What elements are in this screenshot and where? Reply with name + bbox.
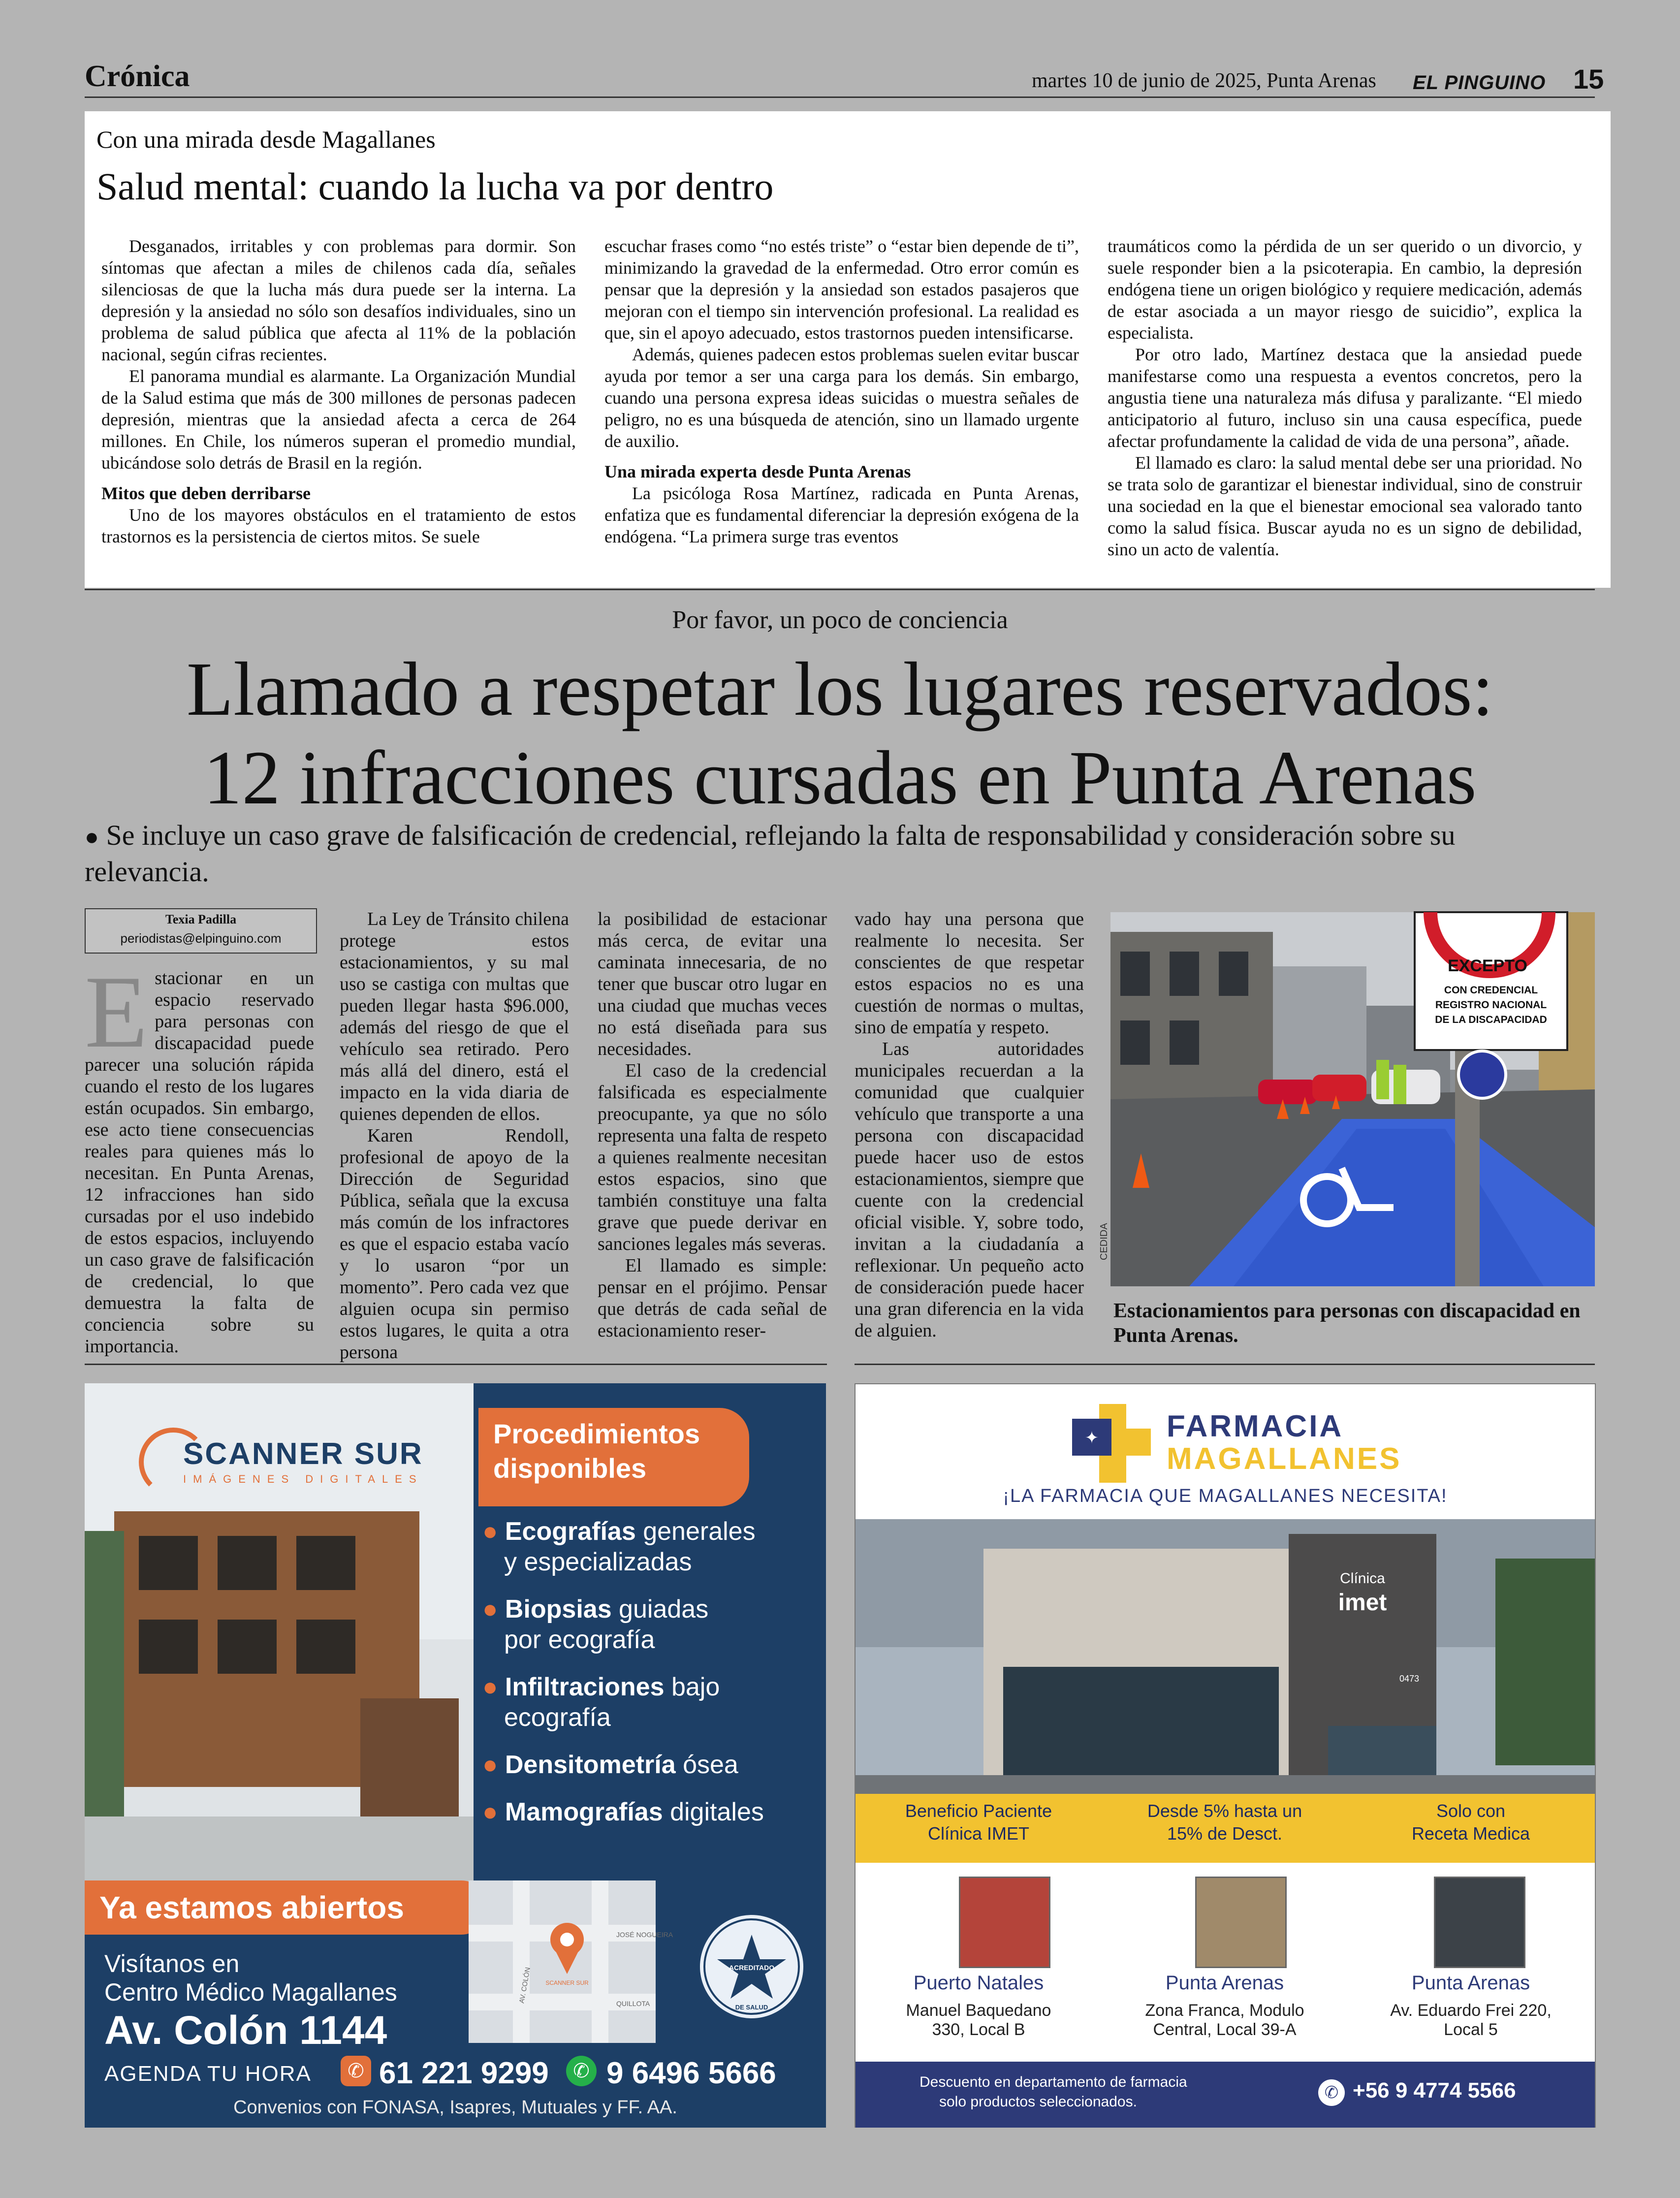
- mental-column-3: [1108, 235, 1582, 560]
- paragraph: Uno de los mayores obstáculos en el tratamiento de estos trastornos es la persistencia de ciertos mitos. Se suele: [101, 505, 576, 546]
- article-column-4: [855, 908, 1084, 1341]
- clinic-building-photo: [856, 1519, 1595, 1824]
- benefit-line: Solo con: [1436, 1801, 1506, 1821]
- paragraph: stacionar en un espacio reservado para personas con discapacidad puede parecer una solución rápida cuando el resto de los lugares están ocupados. Sin embargo, ese acto tiene consecuencias reales para quienes más lo necesitan. En Punta Arenas, 12 infracciones han sido cursadas por el uso indebido de estos espacios, incluyendo un caso grave de falsificación de credencial, lo que demuestra la falta de conciencia sobre su importancia.: [85, 968, 314, 1357]
- section-title: Crónica: [85, 60, 190, 93]
- summary-text: Se incluye un caso grave de falsificación de credencial, reflejando la falta de responsabilidad y consideración sobre su relevancia.: [85, 819, 1456, 888]
- article-column-2: [340, 908, 569, 1363]
- farmacia-logo-icon: [1072, 1404, 1151, 1483]
- phone-number[interactable]: 61 221 9299: [379, 2056, 549, 2090]
- header-rule: [85, 96, 1595, 98]
- footer-line: solo productos seleccionados.: [939, 2094, 1137, 2110]
- byline: [85, 908, 317, 954]
- paragraph: Desganados, irritables y con problemas para dormir. Son síntomas que afectan a miles de chilenos cada día, señales silenciosas de que la lucha más dura puede ser la interna. La depresión y la ansiedad no sólo son desafíos individuales, sino un problema de salud pública que afecta al 11% de la población nacional, según cifras recientes.: [101, 236, 576, 364]
- farmacia-tagline: ¡LA FARMACIA QUE MAGALLANES NECESITA!: [1003, 1486, 1448, 1506]
- ads-rule: [85, 1364, 827, 1365]
- location-punta-arenas-2: [1348, 1972, 1594, 2039]
- sign-line-1: EXCEPTO: [1448, 956, 1527, 975]
- scanner-brand-sub: IMÁGENES DIGITALES: [183, 1473, 423, 1485]
- paragraph: la posibilidad de estacionar más cerca, de evitar una caminata innecesaria, de no tener que buscar otro lugar en una ciudad que muchas veces no está diseñada para sus necesidades.: [598, 909, 827, 1059]
- procedure-item: [482, 1594, 822, 1655]
- agenda-label: AGENDA TU HORA: [104, 2062, 312, 2086]
- address: Av. Colón 1144: [104, 2008, 387, 2053]
- clinic-sign-1: Clínica: [1340, 1570, 1385, 1587]
- article-summary: [85, 818, 1571, 889]
- photo-credit: CEDIDA: [1099, 1223, 1109, 1260]
- location-address: Local 5: [1444, 2020, 1498, 2039]
- paragraph: Además, quienes padecen estos problemas suelen evitar buscar ayuda por temor a ser una carga para los demás. Sin embargo, cuando una persona expresa ideas suicidas o muestra señales de peligro, no es una búsqueda de atención, sino un llamado urgente de auxilio.: [604, 345, 1079, 451]
- mental-kicker: Con una mirada desde Magallanes: [96, 126, 436, 153]
- procedure-detail: ósea: [675, 1751, 738, 1779]
- location-city: Punta Arenas: [1411, 1972, 1530, 1994]
- location-address: Manuel Baquedano: [906, 2001, 1051, 2020]
- clinic-sign-2: imet: [1338, 1590, 1387, 1616]
- procedure-detail: por ecografía: [504, 1625, 655, 1654]
- map-illustration: [469, 1880, 673, 2043]
- procedure-detail: guiadas: [611, 1595, 709, 1624]
- farmacia-brand-1: FARMACIA: [1167, 1409, 1344, 1443]
- benefit-line: Beneficio Paciente: [905, 1801, 1052, 1821]
- farmacia-magallanes-ad[interactable]: [855, 1383, 1596, 2128]
- procedure-detail: digitales: [663, 1798, 764, 1826]
- procedures-title-2: disponibles: [493, 1453, 647, 1484]
- map-pin-label: SCANNER SUR: [545, 1979, 589, 1986]
- map-street: JOSÉ NOGUEIRA: [616, 1931, 673, 1939]
- procedure-item: [482, 1672, 822, 1733]
- center-name: Centro Médico Magallanes: [104, 1978, 397, 2006]
- procedure-item: [482, 1797, 822, 1827]
- paragraph: La Ley de Tránsito chilena protege estos estacionamientos, y su mal uso se castiga con multas que pueden llegar hasta $96.000, además del riesgo de que el vehículo sea retirado. Pero más allá del dinero, está el impacto en la vida diaria de quienes dependen de ellos.: [340, 909, 569, 1124]
- sign-line-3: REGISTRO NACIONAL: [1435, 999, 1547, 1011]
- footer-line: Descuento en departamento de farmacia: [919, 2074, 1187, 2090]
- location-map[interactable]: [469, 1880, 673, 2043]
- clinic-number: 0473: [1399, 1674, 1420, 1684]
- article-column-3: [598, 908, 827, 1341]
- benefit-line: Receta Medica: [1411, 1823, 1530, 1844]
- seal-star-icon: [700, 1915, 803, 2018]
- paragraph: Las autoridades municipales recuerdan a la comunidad que cualquier vehículo que transporte a una persona con discapacidad puede hacer uso de estos estacionamientos, siempre que cuente con la credencial oficial visible. Y, sobre todo, invitan a la ciudadanía a reflexionar. Un pequeño acto de consideración puede hacer una gran diferencia en la vida de alguien.: [855, 1039, 1084, 1341]
- bullet-icon: ●: [482, 1595, 498, 1624]
- accreditation-seal: [700, 1915, 803, 2018]
- clinic-building-illustration: [856, 1519, 1595, 1824]
- section-rule: [85, 589, 1595, 590]
- whatsapp-icon: ✆: [1318, 2079, 1345, 2106]
- paragraph: vado hay una persona que realmente lo necesita. Ser conscientes de que respetar estos espacios no es una cuestión de normas o multas, sino de empatía y respeto.: [855, 909, 1084, 1038]
- benefit-2: [1102, 1800, 1348, 1845]
- svg-text:✦: ✦: [1084, 1428, 1099, 1448]
- paragraph: El caso de la credencial falsificada es especialmente preocupante, ya que no sólo representa una falta de respeto a quienes realmente necesitan estos espacios, sino que también constituye una falta grave que puede derivar en sanciones legales más severas.: [598, 1060, 827, 1254]
- location-city: Puerto Natales: [913, 1972, 1044, 1994]
- parking-photo: [1110, 912, 1595, 1286]
- procedure-name: Infiltraciones: [505, 1673, 665, 1701]
- location-address: Av. Eduardo Frei 220,: [1390, 2001, 1552, 2020]
- paragraph: Karen Rendoll, profesional de apoyo de la Dirección de Seguridad Pública, señala que la excusa más común de los infractores es que el espacio estaba vacío y lo usaron “por un momento”. Pero cada vez que alguien ocupa sin permiso estos lugares, le quita a otra persona: [340, 1125, 569, 1363]
- article-column-1: [85, 955, 314, 1357]
- procedure-name: Ecografías: [505, 1517, 636, 1546]
- benefit-line: Clínica IMET: [927, 1823, 1030, 1844]
- map-street: QUILLOTA: [616, 2000, 650, 2007]
- ads-rule: [855, 1364, 1595, 1365]
- cross-logo: [1072, 1404, 1151, 1483]
- subheading: Mitos que deben derribarse: [101, 483, 311, 503]
- subheading: Una mirada experta desde Punta Arenas: [604, 462, 911, 481]
- whatsapp-icon: ✆: [566, 2056, 597, 2086]
- farmacia-brand-2: MAGALLANES: [1167, 1442, 1402, 1476]
- location-address: Central, Local 39-A: [1153, 2020, 1297, 2039]
- bullet-icon: ●: [482, 1517, 498, 1546]
- map-street: AV. COLÓN: [517, 1966, 532, 2004]
- mental-column-2: [604, 235, 1079, 547]
- procedures-title-1: Procedimientos: [493, 1418, 700, 1449]
- byline-email[interactable]: periodistas@elpinguino.com: [120, 931, 282, 946]
- procedure-detail: ecografía: [504, 1703, 611, 1732]
- whatsapp-number[interactable]: 9 6496 5666: [606, 2056, 776, 2090]
- mental-column-1: [101, 235, 576, 547]
- procedure-item: [482, 1516, 822, 1577]
- bullet-icon: ●: [482, 1751, 498, 1779]
- seal-sub: DE SALUD: [735, 2004, 768, 2011]
- photo-caption: Estacionamientos para personas con discapacidad en Punta Arenas.: [1113, 1300, 1581, 1347]
- procedure-detail: bajo: [664, 1673, 720, 1701]
- bullet-icon: ●: [482, 1798, 498, 1826]
- benefit-line: Desde 5% hasta un: [1147, 1801, 1302, 1821]
- paragraph: traumáticos como la pérdida de un ser querido o un divorcio, y suele responder bien a la psicoterapia. En cambio, la depresión endógena tiene un origen biológico y requiere medicación, además de estar asociada a un mayor riesgo de suicidio”, explica la especialista.: [1108, 236, 1582, 343]
- paragraph: escuchar frases como “no estés triste” o “estar bien depende de ti”, minimizando la gravedad de la enfermedad. Otro error común es pensar que la depresión y la ansiedad son estados pasajeros que mejoran con el tiempo sin intervención profesional. La realidad es que, sin el apoyo adecuado, estos trastornos pueden intensificarse.: [604, 236, 1079, 343]
- byline-name: Texia Padilla: [165, 912, 237, 926]
- scanner-sur-ad[interactable]: [85, 1383, 826, 2128]
- photo-illustration: [1110, 912, 1595, 1286]
- benefit-3: [1348, 1800, 1594, 1845]
- paragraph: El panorama mundial es alarmante. La Organización Mundial de la Salud estima que más de 300 millones de personas padecen depresión, mientras que la ansiedad afecta a cerca de 264 millones. En Chile, los números superan el promedio mundial, ubicándose solo detrás de Brasil en la región.: [101, 366, 576, 473]
- benefit-line: 15% de Desct.: [1167, 1823, 1283, 1844]
- headline-line-2: 12 infracciones cursadas en Punta Arenas: [203, 735, 1477, 820]
- article-kicker: Por favor, un poco de conciencia: [672, 606, 1008, 634]
- footer-note: [919, 2072, 1187, 2112]
- drop-cap: E: [85, 955, 148, 1069]
- newspaper-name: EL PINGUINO: [1413, 72, 1546, 94]
- procedures-list: [482, 1516, 822, 1827]
- procedure-detail: y especializadas: [504, 1548, 692, 1576]
- location-address: 330, Local B: [932, 2020, 1025, 2039]
- location-address: Zona Franca, Modulo: [1145, 2001, 1304, 2020]
- paragraph: El llamado es simple: pensar en el prójimo. Pensar que detrás de cada señal de estacionamiento reser-: [598, 1255, 827, 1341]
- scanner-brand: SCANNER SUR: [183, 1437, 423, 1471]
- procedure-item: [482, 1750, 822, 1780]
- paragraph: El llamado es claro: la salud mental debe ser una prioridad. No se trata solo de garantizar el bienestar individual, sino de construir una sociedad en la que el bienestar emocional sea valorado tanto como la salud física. Buscar ayuda no es un signo de debilidad, sino un acto de valentía.: [1108, 453, 1582, 559]
- mental-title: Salud mental: cuando la lucha va por dentro: [96, 165, 774, 208]
- convenios: Convenios con FONASA, Isapres, Mutuales y FF. AA.: [233, 2097, 677, 2118]
- paragraph: La psicóloga Rosa Martínez, radicada en Punta Arenas, enfatiza que es fundamental diferenciar la depresión exógena de la endógena. “La primera surge tras eventos: [604, 483, 1079, 546]
- sign-line-4: DE LA DISCAPACIDAD: [1435, 1014, 1547, 1025]
- location-puerto-natales: [856, 1972, 1102, 2039]
- procedure-name: Biopsias: [505, 1595, 612, 1624]
- procedure-detail: generales: [635, 1517, 756, 1546]
- paragraph: Por otro lado, Martínez destaca que la ansiedad puede manifestarse como una respuesta a eventos concretos, pero la angustia tiene una naturaleza más difusa y paralizante. “El miedo anticipatorio al futuro, incluso sin una causa específica, puede afectar profundamente la calidad de vida de una persona”, añade.: [1108, 345, 1582, 451]
- bullet-icon: ●: [85, 824, 99, 850]
- visit-text: Visítanos en: [104, 1950, 240, 1977]
- location-photo: [1434, 1877, 1525, 1968]
- farmacia-phone[interactable]: +56 9 4774 5566: [1353, 2078, 1516, 2102]
- page-number: 15: [1573, 64, 1604, 95]
- sign-line-2: CON CREDENCIAL: [1444, 985, 1538, 996]
- headline-line-1: Llamado a respetar los lugares reservados:: [186, 646, 1494, 732]
- open-text: Ya estamos abiertos: [99, 1890, 404, 1925]
- location-photo: [959, 1877, 1050, 1968]
- dateline: martes 10 de junio de 2025, Punta Arenas: [1032, 69, 1376, 92]
- benefit-1: [856, 1800, 1102, 1845]
- phone-icon: ✆: [341, 2056, 371, 2086]
- bullet-icon: ●: [482, 1673, 498, 1701]
- location-city: Punta Arenas: [1165, 1972, 1284, 1994]
- clinic-photo: [85, 1383, 474, 1881]
- location-punta-arenas-1: [1102, 1972, 1348, 2039]
- procedure-name: Mamografías: [505, 1798, 663, 1826]
- procedure-name: Densitometría: [505, 1751, 676, 1779]
- map-pin-icon: [557, 1925, 577, 1954]
- location-photo: [1195, 1877, 1287, 1968]
- seal-text: ACREDITADO: [729, 1964, 775, 1972]
